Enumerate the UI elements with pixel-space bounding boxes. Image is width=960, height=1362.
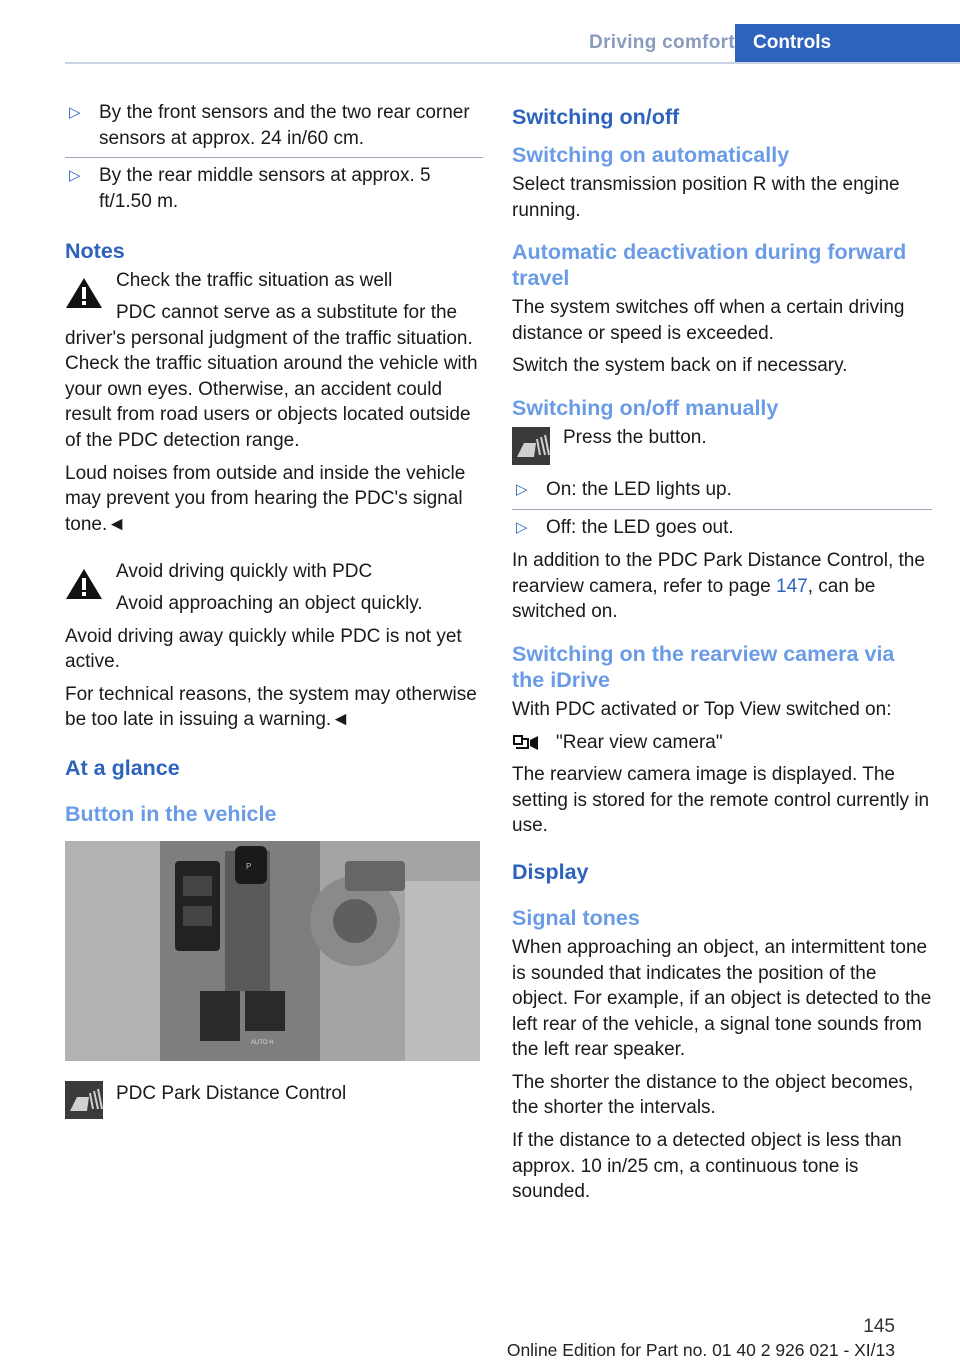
triangle-bullet-icon: ▷ [516, 518, 528, 536]
sensor-list [65, 100, 483, 220]
list-item: ▷ By the rear middle sensors at approx. 5 ft/1.50 m. [69, 165, 431, 212]
warning-block [65, 559, 483, 616]
auto-deactivation-heading: Automatic deactivation during forward travel [512, 240, 907, 291]
pdc-button-icon [512, 427, 550, 465]
header-chapter-tab: Controls [735, 24, 960, 62]
right-column [512, 104, 932, 1212]
warning-text: Avoid approaching an object quickly. [116, 592, 423, 614]
camera-icon [512, 734, 540, 752]
svg-text:P: P [246, 861, 252, 871]
pdc-caption [65, 1081, 483, 1121]
warning-text: For technical reasons, the system may otherwise be too late in issuing a warning.◄ [65, 683, 477, 731]
page-number: 145 [863, 1316, 895, 1337]
paragraph: Switch the system back on if necessary. [512, 355, 848, 377]
switching-heading: Switching on/off [512, 105, 680, 129]
warning-text: Avoid driving away quickly while PDC is not yet active. [65, 625, 462, 673]
paragraph: Press the button. [563, 426, 707, 448]
caption-text: PDC Park Distance Control [116, 1082, 347, 1104]
header-section-title: Driving comfort [589, 32, 735, 53]
page-link[interactable]: 147 [776, 575, 808, 597]
led-list [512, 477, 932, 546]
signal-tones-heading: Signal tones [512, 905, 640, 930]
triangle-bullet-icon: ▷ [516, 480, 528, 498]
manual-switch-heading: Switching on/off manually [512, 395, 779, 420]
warning-block [65, 268, 483, 453]
list-item: ▷ Off: the LED goes out. [512, 515, 932, 547]
warning-triangle-icon [65, 567, 103, 601]
paragraph: With PDC activated or Top View switched on: [512, 698, 892, 720]
center-console-photo [65, 841, 480, 1061]
page-footer [507, 1316, 895, 1361]
at-a-glance-heading: At a glance [65, 755, 180, 780]
console-illustration [65, 841, 480, 1061]
menu-path: "Rear view camera" [512, 730, 932, 756]
triangle-bullet-icon: ▷ [69, 104, 81, 121]
list-item: ▷ On: the LED lights up. [512, 477, 932, 510]
list-item: ▷ By the front sensors and the two rear corner sensors at approx. 24 in/60 cm. [65, 100, 483, 158]
paragraph: The system switches off when a certain driving distance or speed is exceeded. [512, 297, 905, 344]
display-heading: Display [512, 859, 589, 884]
paragraph: The shorter the distance to the object becomes, the shorter the intervals. [512, 1071, 914, 1119]
warning-title: Avoid driving quickly with PDC [116, 561, 373, 583]
warning-title: Check the traffic situation as well [116, 270, 393, 292]
button-in-vehicle-heading: Button in the vehicle [65, 801, 277, 826]
press-button-row [512, 425, 932, 465]
warning-text: PDC cannot serve as a substitute for the driver's personal judgment of the traffic situation. Check the traffic situation around the vehicle with your own eyes. Otherwise, an accident could result from road users or objects located outside of the PDC detection range. [65, 301, 478, 451]
switch-on-auto-heading: Switching on automatically [512, 143, 790, 167]
triangle-bullet-icon: ▷ [69, 167, 81, 185]
warning-triangle-icon [65, 276, 103, 310]
paragraph: Select transmission position R with the engine running. [512, 174, 900, 221]
paragraph: When approaching an object, an intermittent tone is sounded that indicates the position of the object. For example, if an object is detected to the left rear of the vehicle, a signal tone sounds from the left rear speaker. [512, 936, 932, 1061]
edition-note: Online Edition for Part no. 01 40 2 926 021 - XI/13 [506, 1340, 895, 1360]
paragraph: If the distance to a detected object is less than approx. 10 in/25 cm, a continuous tone is sounded. [512, 1130, 902, 1203]
svg-text:AUTO H: AUTO H [251, 1039, 274, 1046]
paragraph: In addition to the PDC Park Distance Control, the rearview camera, refer to page 147, can be switched on. [512, 550, 925, 623]
page-header [65, 24, 960, 64]
left-column [65, 100, 483, 1121]
warning-text: Loud noises from outside and inside the vehicle may prevent you from hearing the PDC's signal tone.◄ [65, 462, 466, 535]
pdc-button-icon [65, 1081, 103, 1119]
notes-heading: Notes [65, 239, 125, 264]
paragraph: The rearview camera image is displayed. The setting is stored for the remote control currently in use. [512, 764, 930, 837]
idrive-camera-heading: Switching on the rearview camera via the iDrive [512, 641, 895, 692]
